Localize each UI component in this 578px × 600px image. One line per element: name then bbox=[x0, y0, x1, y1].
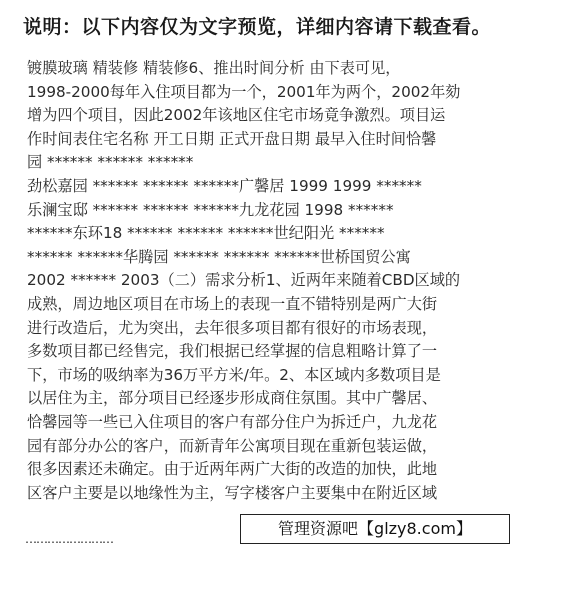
text-line: 乐澜宝邸 ****** ****** ******九龙花园 1998 ****** bbox=[27, 200, 394, 219]
text-line: ****** ******华腾园 ****** ****** ******世桥国贸公寓 bbox=[27, 247, 411, 266]
text-line: 镀膜玻璃 精装修 精装修6、推出时间分析 由下表可见， bbox=[27, 59, 401, 77]
watermark-banner: 管理资源吧【glzy8.com】 bbox=[240, 514, 510, 544]
text-line: 进行改造后，尤为突出，去年很多项目都有很好的市场表现， bbox=[27, 318, 438, 337]
text-line: 2002 ****** 2003（二）需求分析1、近两年来随着CBD区域的 bbox=[27, 271, 461, 290]
text-line: 1998-2000每年入住项目都为一个，2001年为两个，2002年劾 bbox=[27, 82, 461, 101]
text-line: 园 ****** ****** ****** bbox=[27, 153, 194, 172]
text-line: 区客户主要是以地缘性为主，写字楼客户主要集中在附近区域 bbox=[27, 483, 438, 502]
text-line: 下，市场的吸纳率为36万平方米/年。2、本区域内多数项目是 bbox=[27, 365, 441, 384]
ellipsis-dots: …………………… bbox=[25, 532, 113, 546]
text-line: 很多因素还未确定。由于近两年两广大街的改造的加快，此地 bbox=[27, 460, 438, 479]
text-line: 恰馨园等一些已入住项目的客户有部分住户为拆迁户，九龙花 bbox=[27, 412, 438, 431]
text-line: 园有部分办公的客户，而新青年公寓项目现在重新包装运做， bbox=[27, 436, 438, 455]
text-line: 作时间表住宅名称 开工日期 正式开盘日期 最早入住时间恰馨 bbox=[27, 129, 437, 148]
document-body bbox=[27, 57, 557, 505]
text-line: ******东环18 ****** ****** ******世纪阳光 ****** bbox=[27, 224, 385, 243]
text-line: 劲松嘉园 ****** ****** ******广馨居 1999 1999 ****** bbox=[27, 176, 422, 195]
text-line: 以居住为主，部分项目已经逐步形成商住氛围。其中广馨居、 bbox=[27, 389, 438, 408]
text-line: 增为四个项目，因此2002年该地区住宅市场竟争激烈。项目运 bbox=[27, 106, 446, 125]
text-line: 成熟，周边地区项目在市场上的表现一直不错特别是两广大街 bbox=[27, 294, 438, 313]
text-line: 多数项目都已经售完，我们根据已经掌握的信息粗略计算了一 bbox=[27, 342, 438, 361]
preview-notice: 说明：以下内容仅为文字预览，详细内容请下载查看。 bbox=[23, 16, 492, 38]
